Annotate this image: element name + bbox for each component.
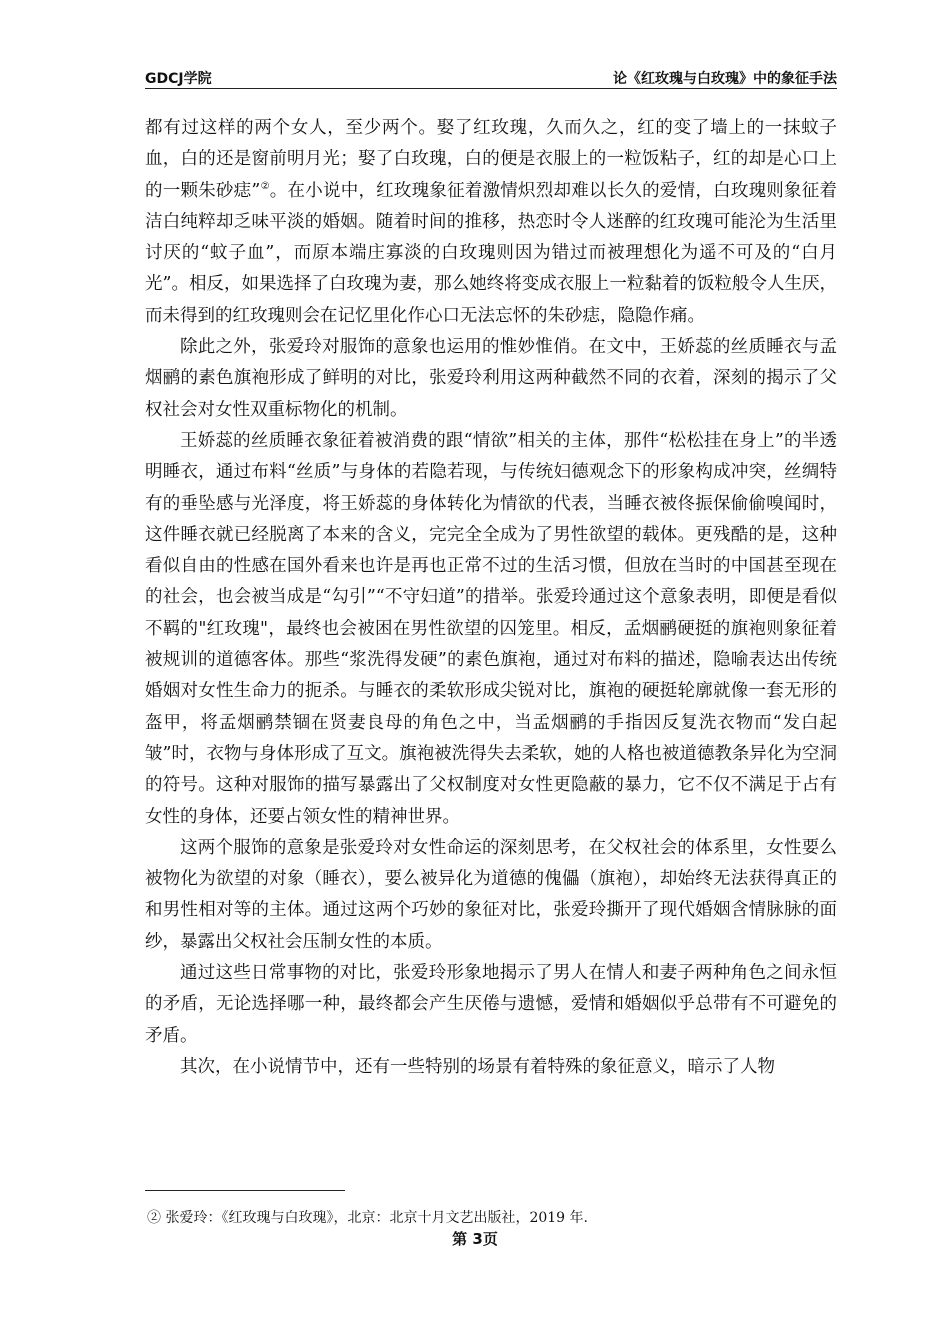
footnote-ref[interactable]: ② xyxy=(260,180,270,192)
footnote-rule xyxy=(145,1190,345,1191)
paragraph: 除此之外，张爱玲对服饰的意象也运用的惟妙惟俏。在文中，王娇蕊的丝质睡衣与孟烟鹂的素色旗袍形成了鲜明的对比，张爱玲利用这两种截然不同的衣着，深刻的揭示了父权社会对女性双重标物化的机制。 xyxy=(145,337,837,420)
header-paper-title: 论《红玫瑰与白玫瑰》中的象征手法 xyxy=(613,71,837,87)
paragraph-text: 都有过这样的两个女人，至少两个。娶了红玫瑰，久而久之，红的变了墙上的一抹蚊子血，白的还是窗前明月光；娶了白玫瑰，白的便是衣服上的一粒饭粘子，红的却是心口上的一颗朱砂痣” xyxy=(145,118,837,201)
header-rule xyxy=(145,88,837,89)
body-text xyxy=(145,113,837,1083)
paragraph: 王娇蕊的丝质睡衣象征着被消费的跟“情欲”相关的主体，那件“松松挂在身上”的半透明睡衣，通过布料“丝质”与身体的若隐若现，与传统妇德观念下的形象构成冲突，丝绸特有的垂坠感与光泽度，将王娇蕊的身体转化为情欲的代表，当睡衣被佟振保偷偷嗅闻时，这件睡衣就已经脱离了本来的含义，完完全全成为了男性欲望的载体。更残酷的是，这种看似自由的性感在国外看来也许是再也正常不过的生活习惯，但放在当时的中国甚至现在的社会，也会被当成是“勾引”“不守妇道”的措举。张爱玲通过这个意象表明，即便是看似不羁的"红玫瑰"，最终也会被困在男性欲望的囚笼里。相反，孟烟鹂硬挺的旗袍则象征着被规训的道德客体。那些“浆洗得发硬”的素色旗袍，通过对布料的描述，隐喻表达出传统婚姻对女性生命力的扼杀。与睡衣的柔软形成尖锐对比，旗袍的硬挺轮廓就像一套无形的盔甲，将孟烟鹂禁锢在贤妻良母的角色之中，当孟烟鹂的手指因反复洗衣物而“发白起皱”时，衣物与身体形成了互文。旗袍被洗得失去柔软，她的人格也被道德教条异化为空洞的符号。这种对服饰的描写暴露出了父权制度对女性更隐蔽的暴力，它不仅不满足于占有女性的身体，还要占领女性的精神世界。 xyxy=(145,430,837,827)
page-number: 第 3页 xyxy=(452,1230,498,1248)
paragraph: 这两个服饰的意象是张爱玲对女性命运的深刻思考，在父权社会的体系里，女性要么被物化为欲望的对象（睡衣），要么被异化为道德的傀儡（旗袍），却始终无法获得真正的和男性相对等的主体。通过这两个巧妙的象征对比，张爱玲撕开了现代婚姻含情脉脉的面纱，暴露出父权社会压制女性的本质。 xyxy=(145,837,837,952)
paragraph-continued xyxy=(145,113,837,332)
footnote: ② 张爱玲：《红玫瑰与白玫瑰》，北京：北京十月文艺出版社，2019 年. xyxy=(147,1210,588,1226)
paragraph: 其次，在小说情节中，还有一些特别的场景有着特殊的象征意义，暗示了人物 xyxy=(180,1056,775,1077)
header-school-name: GDCJ学院 xyxy=(145,71,212,87)
page-header xyxy=(145,64,837,88)
paragraph-text: 。在小说中，红玫瑰象征着激情炽烈却难以长久的爱情，白玫瑰则象征着洁白纯粹却乏味平淡的婚姻。随着时间的推移，热恋时令人迷醉的红玫瑰可能沦为生活里讨厌的“蚊子血”，而原本端庄寡淡的白玫瑰则因为错过而被理想化为遥不可及的“白月光”。相反，如果选择了白玫瑰为妻，那么她终将变成衣服上一粒黏着的饭粒般令人生厌，而未得到的红玫瑰则会在记忆里化作心口无法忘怀的朱砂痣，隐隐作痛。 xyxy=(145,180,837,326)
paragraph: 通过这些日常事物的对比，张爱玲形象地揭示了男人在情人和妻子两种角色之间永恒的矛盾，无论选择哪一种，最终都会产生厌倦与遗憾，爱情和婚姻似乎总带有不可避免的矛盾。 xyxy=(145,963,837,1046)
